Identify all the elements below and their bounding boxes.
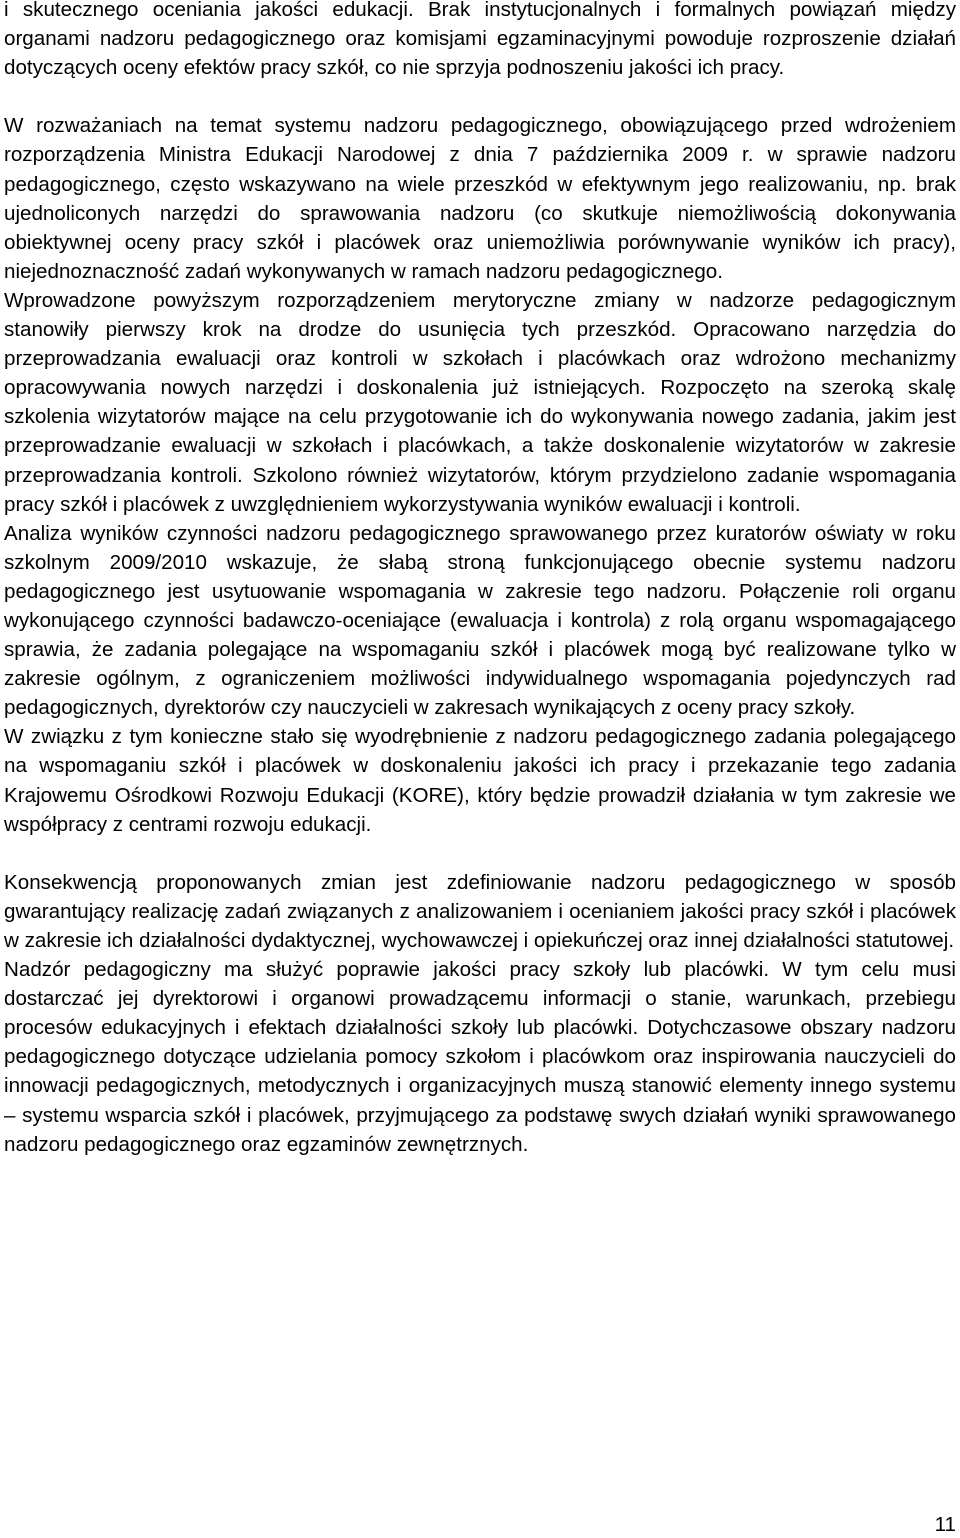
paragraph: Wprowadzone powyższym rozporządzeniem merytoryczne zmiany w nadzorze pedagogicznym stanowiły pierwszy krok na drodze do usunięcia tych przeszkód. Opracowano narzędzia do przeprowadzania ewaluacji oraz kontroli w szkołach i placówkach oraz wdrożono mechanizmy opracowywania nowych narzędzi i doskonalenia już istniejących. Rozpoczęto na szeroką skalę szkolenia wizytatorów mające na celu przygotowanie ich do wykonywania nowego zadania, jakim jest przeprowadzanie ewaluacji w szkołach i placówkach, a także doskonalenie wizytatorów w zakresie przeprowadzania kontroli. Szkolono również wizytatorów, którym przydzielono zadanie wspomagania pracy szkół i placówek z uwzględnieniem wykorzystywania wyników ewaluacji i kontroli. [4,288,956,516]
paragraph: W związku z tym konieczne stało się wyodrębnienie z nadzoru pedagogicznego zadania polegającego na wspomaganiu szkół i placówek w doskonaleniu jakości ich pracy i przekazanie tego zadania Krajowemu Ośrodkowi Rozwoju Edukacji (KORE), który będzie prowadził działania w tym zakresie we współpracy z centrami rozwoju edukacji. [4,725,956,836]
paragraph: Analiza wyników czynności nadzoru pedagogicznego sprawowanego przez kuratorów oświaty w roku szkolnym 2009/2010 wskazuje, że słabą stroną funkcjonującego obecnie systemu nadzoru pedagogicznego jest usytuowanie wspomagania w zakresie tego nadzoru. Połączenie roli organu wykonującego czynności badawczo-oceniające (ewaluacja i kontrola) z rolą organu wspomagającego sprawia, że zadania polegające na wspomaganiu szkół i placówek mogą być realizowane tylko w zakresie ogólnym, z ograniczeniem możliwości indywidualnego wspomagania pojedynczych rad pedagogicznych, dyrektorów czy nauczycieli w zakresach wynikających z oceny pracy szkoły. [4,521,956,720]
paragraph-spacer [4,839,956,868]
paragraph-spacer [4,82,956,111]
page-number: 11 [934,1513,956,1536]
paragraph: Konsekwencją proponowanych zmian jest zdefiniowanie nadzoru pedagogicznego w sposób gwarantujący realizację zadań związanych z analizowaniem i ocenianiem jakości pracy szkół i placówek w zakresie ich działalności dydaktycznej, wychowawczej i opiekuńczej oraz innej działalności statutowej. [4,870,956,952]
paragraph: W rozważaniach na temat systemu nadzoru pedagogicznego, obowiązującego przed wdrożeniem rozporządzenia Ministra Edukacji Narodowej z dnia 7 października 2009 r. w sprawie nadzoru pedagogicznego, często wskazywano na wiele przeszkód w efektywnym jego realizowaniu, np. brak ujednoliconych narzędzi do sprawowania nadzoru (co skutkuje niemożliwością dokonywania obiektywnej oceny pracy szkół i placówek oraz uniemożliwia porównywanie wyników ich pracy), niejednoznaczność zadań wykonywanych w ramach nadzoru pedagogicznego. [4,114,956,283]
document-body [4,0,956,1159]
paragraph: i skutecznego oceniania jakości edukacji. Brak instytucjonalnych i formalnych powiązań między organami nadzoru pedagogicznego oraz komisjami egzaminacyjnymi powoduje rozproszenie działań dotyczących oceny efektów pracy szkół, co nie sprzyja podnoszeniu jakości ich pracy. [4,0,956,80]
paragraph: Nadzór pedagogiczny ma służyć poprawie jakości pracy szkoły lub placówki. W tym celu musi dostarczać jej dyrektorowi i organowi prowadzącemu informacji o stanie, warunkach, przebiegu procesów edukacyjnych i efektach działalności szkoły lub placówki. Dotychczasowe obszary nadzoru pedagogicznego dotyczące udzielania pomocy szkołom i placówkom oraz inspirowania nauczycieli do innowacji pedagogicznych, metodycznych i organizacyjnych muszą stanowić elementy innego systemu – systemu wsparcia szkół i placówek, przyjmującego za podstawę swych działań wyniki sprawowanego nadzoru pedagogicznego oraz egzaminów zewnętrznych. [4,958,956,1156]
